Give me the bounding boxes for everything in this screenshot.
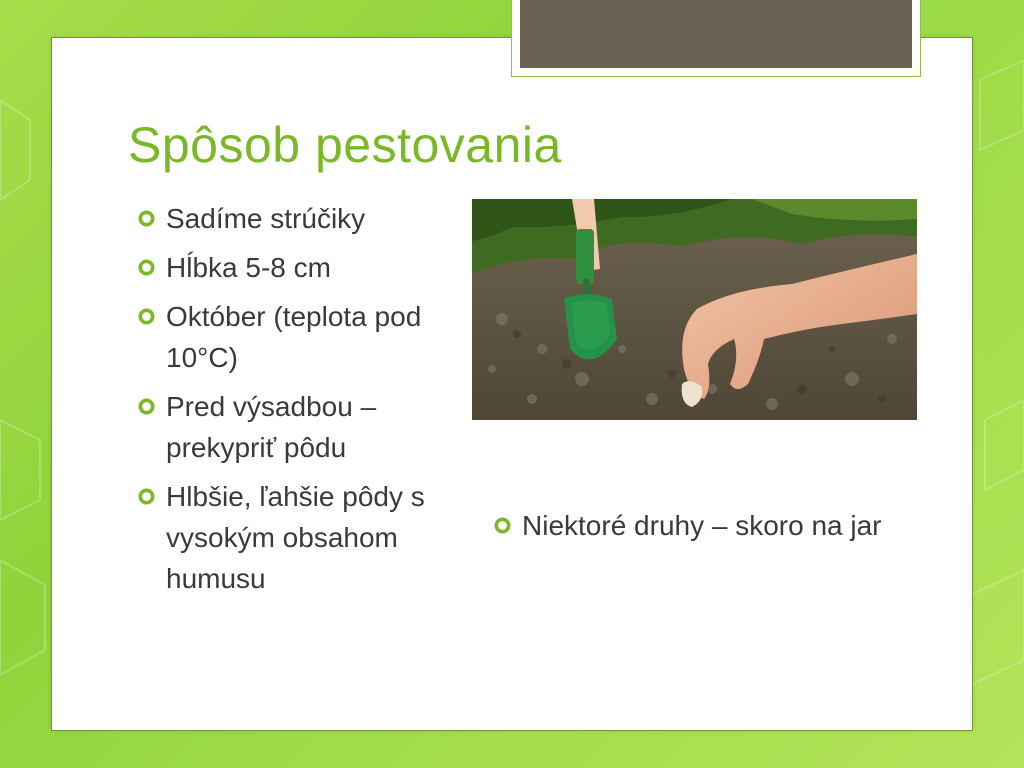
slide-title: Spôsob pestovania xyxy=(128,117,562,173)
right-bullet-list xyxy=(491,505,911,554)
bullet-ring-icon xyxy=(138,210,155,227)
bullet-item xyxy=(135,296,465,378)
bullet-item xyxy=(135,386,465,468)
bullet-text: Október (teplota pod 10°C) xyxy=(166,301,422,373)
bullet-ring-icon xyxy=(494,517,511,534)
bullet-text: Niektoré druhy – skoro na jar xyxy=(522,510,882,541)
photo-illustration xyxy=(472,199,917,420)
bullet-item xyxy=(135,198,465,239)
bullet-ring-icon xyxy=(138,398,155,415)
bullet-text: Pred výsadbou – prekypriť pôdu xyxy=(166,391,377,463)
header-tab xyxy=(511,0,921,77)
bullet-text: Sadíme strúčiky xyxy=(166,203,366,234)
bullet-text: Hlbšie, ľahšie pôdy s vysokým obsahom humusu xyxy=(166,481,425,594)
bullet-text: Hĺbka 5-8 cm xyxy=(166,252,331,283)
left-bullet-list xyxy=(135,198,465,607)
garlic-planting-photo xyxy=(472,199,917,420)
bullet-ring-icon xyxy=(138,259,155,276)
bullet-item xyxy=(135,247,465,288)
bullet-item xyxy=(491,505,911,546)
header-tab-fill xyxy=(520,0,912,68)
bullet-ring-icon xyxy=(138,308,155,325)
bullet-item xyxy=(135,476,465,599)
bullet-ring-icon xyxy=(138,488,155,505)
